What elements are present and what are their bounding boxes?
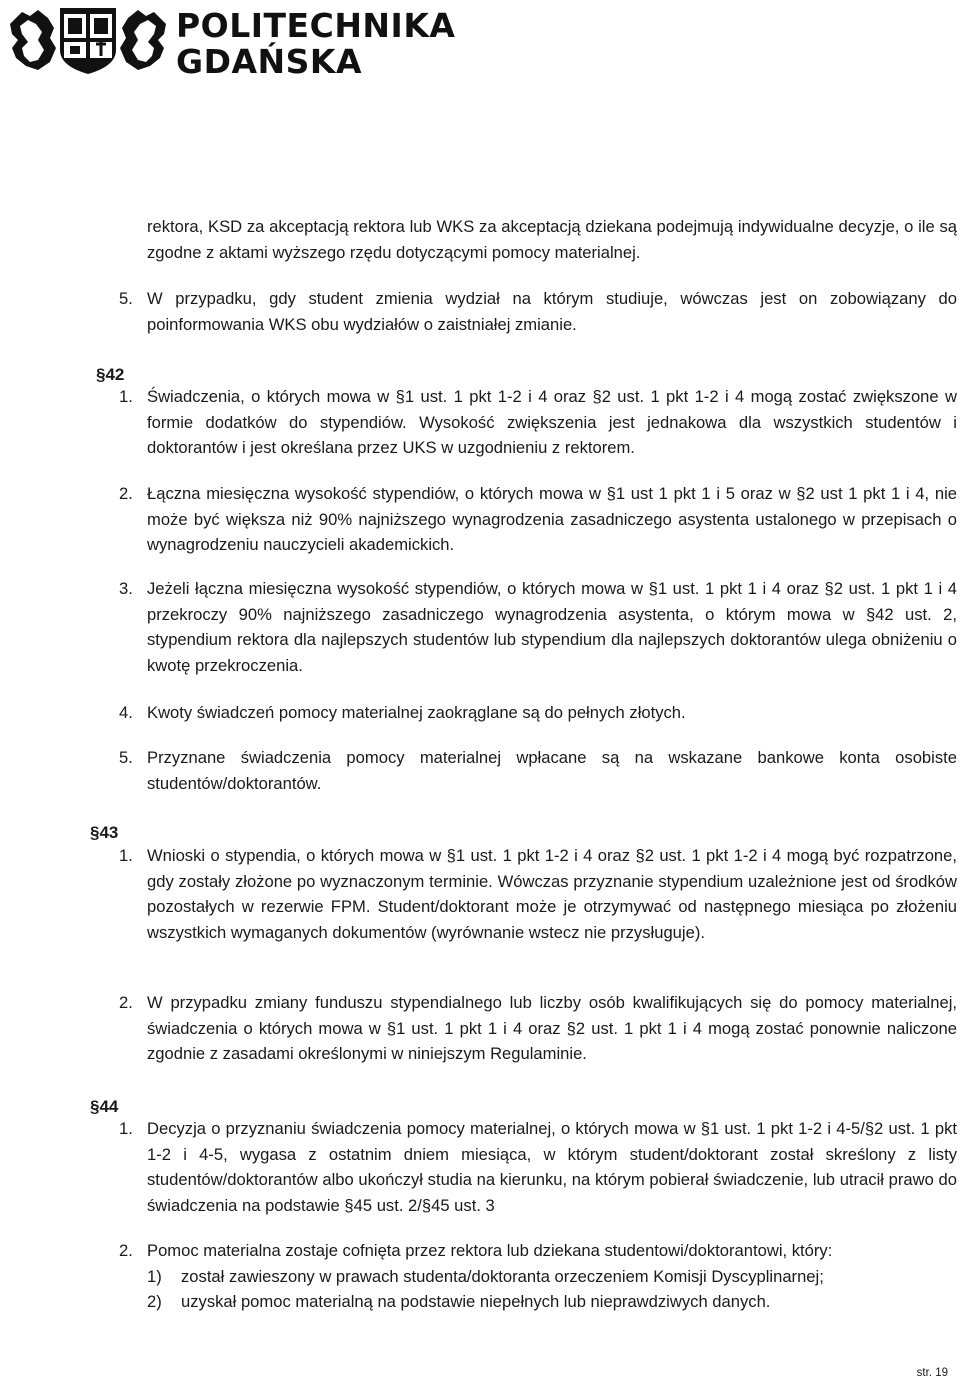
item-text: Decyzja o przyznaniu świadczenia pomocy materialnej, o których mowa w §1 ust. 1 pkt 1-2 i 4-5/§2 ust. 1 pkt 1-2 i 4-5, wygasa z ostatnim dniem miesiąca, w którym student/doktorant został skreślony z listy studentów/doktorantów albo ukończył studia na kierunku, na którym pobierał świadczenie, lub utracił prawo do świadczenia na podstawie §45 ust. 2/§45 ust. 3 <box>147 1119 957 1215</box>
subitem-text: został zawieszony w prawach studenta/doktoranta orzeczeniem Komisji Dyscyplinarnej; <box>181 1267 824 1286</box>
item-text: W przypadku zmiany funduszu stypendialnego lub liczby osób kwalifikujących się do pomocy materialnej, świadczenia o których mowa w §1 ust. 1 pkt 1 i 4 oraz §2 ust. 1 pkt 1 i 4 mogą zostać ponownie naliczone zgodnie z zasadami określonymi w niniejszym Regulaminie. <box>147 993 957 1063</box>
item-number: 2. <box>119 993 133 1012</box>
header <box>0 0 460 80</box>
continuation-text: rektora, KSD za akceptacją rektora lub WKS za akceptacją dziekana podejmują indywidualne decyzje, o ile są zgodne z aktami wyższego rzędu dotyczącymi pomocy materialnej. <box>147 217 957 262</box>
item-number: 1. <box>119 387 133 406</box>
item-number: 3. <box>119 579 133 598</box>
item-text: Wnioski o stypendia, o których mowa w §1 ust. 1 pkt 1-2 i 4 oraz §2 ust. 1 pkt 1-2 i 4 mogą być rozpatrzone, gdy zostały złożone po wyznaczonym terminie. Wówczas przyznanie stypendium uzależnione jest od środków pozostałych w rezerwie FPM. Student/doktorant może je otrzymywać od następnego miesiąca po złożeniu wszystkich wymaganych dokumentów (wyrównanie wstecz nie przysługuje). <box>147 846 957 942</box>
university-logo <box>4 4 172 76</box>
item-number: 5. <box>119 748 133 767</box>
item-text: W przypadku, gdy student zmienia wydział na którym studiuje, wówczas jest on zobowiązany do poinformowania WKS obu wydziałów o zaistniałej zmianie. <box>147 289 957 334</box>
section-44-label: §44 <box>90 1097 119 1116</box>
item-text: Łączna miesięczna wysokość stypendiów, o których mowa w §1 ust 1 pkt 1 i 5 oraz w §2 ust 1 pkt 1 i 4, nie może być większa niż 90% najniższego wynagrodzenia zasadniczego asystenta ustalonego w przepisach o wynagrodzeniu nauczycieli akademickich. <box>147 484 957 554</box>
subitem-number: 1) <box>147 1267 162 1286</box>
section-42-label: §42 <box>96 365 125 384</box>
subitem-text: uzyskał pomoc materialną na podstawie niepełnych lub nieprawdziwych danych. <box>181 1292 771 1311</box>
item-text: Przyznane świadczenia pomocy materialnej wpłacane są na wskazane bankowe konta osobiste studentów/doktorantów. <box>147 748 957 793</box>
brand-line-1: POLITECHNIKA <box>176 6 456 45</box>
item-number: 2. <box>119 1241 133 1260</box>
item-number: 1. <box>119 846 133 865</box>
brand-line-2: GDAŃSKA <box>176 42 363 81</box>
item-number: 5. <box>119 289 133 308</box>
section-43-label: §43 <box>90 823 119 842</box>
item-text: Świadczenia, o których mowa w §1 ust. 1 pkt 1-2 i 4 oraz §2 ust. 1 pkt 1-2 i 4 mogą zostać zwiększone w formie dodatków do stypendiów. Wysokość zwiększenia jest jednakowa dla wszystkich studentów i doktorantów i jest określana przez UKS w uzgodnieniu z rektorem. <box>147 387 957 457</box>
subitem-number: 2) <box>147 1292 162 1311</box>
item-text: Pomoc materialna zostaje cofnięta przez rektora lub dziekana studentowi/doktorantowi, który: <box>147 1241 833 1260</box>
item-number: 4. <box>119 703 133 722</box>
page-number: str. 19 <box>916 1367 948 1379</box>
item-number: 1. <box>119 1119 133 1138</box>
item-text: Kwoty świadczeń pomocy materialnej zaokrąglane są do pełnych złotych. <box>147 703 686 722</box>
item-text: Jeżeli łączna miesięczna wysokość stypendiów, o których mowa w §1 ust. 1 pkt 1 i 4 oraz §2 ust. 1 pkt 1 i 4 przekroczy 90% najniższego zasadniczego wynagrodzenia asystenta, o którym mowa w §42 ust. 2, stypendium rektora dla najlepszych studentów lub stypendium dla najlepszych doktorantów ulega obniżeniu o kwotę przekroczenia. <box>147 579 957 675</box>
item-number: 2. <box>119 484 133 503</box>
